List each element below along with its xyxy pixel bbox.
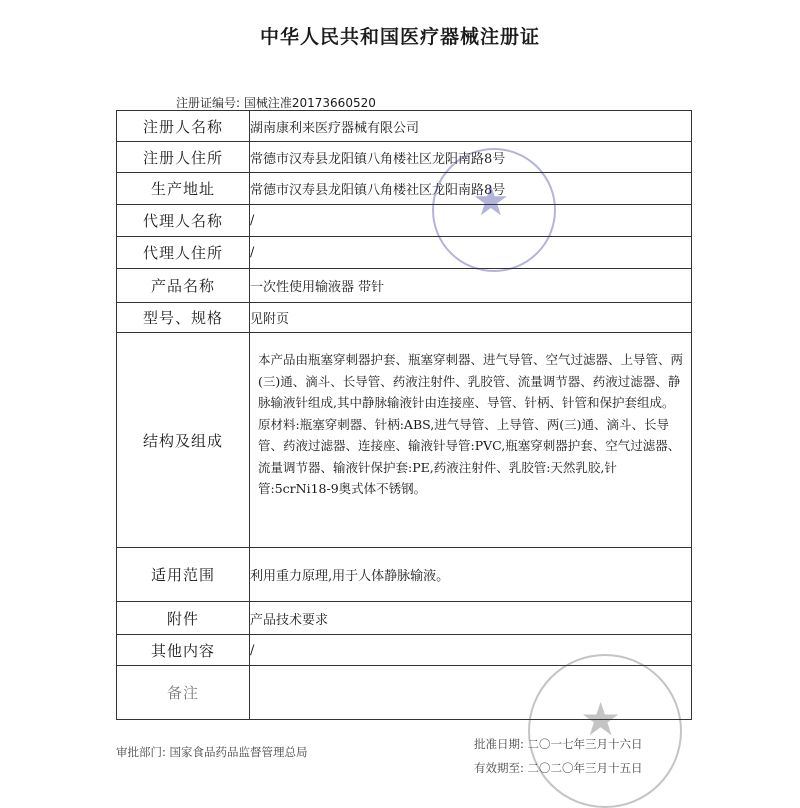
- table-row: [117, 142, 692, 173]
- table-row: [117, 333, 692, 548]
- row-label: 代理人住所: [117, 237, 250, 269]
- document-title: 中华人民共和国医疗器械注册证: [259, 26, 540, 48]
- valid-until-label: 有效期至:: [474, 761, 524, 775]
- row-value: [250, 666, 692, 720]
- row-label: 其他内容: [117, 635, 250, 666]
- approval-date: [474, 736, 643, 752]
- star-icon: ★: [472, 176, 510, 225]
- row-value: /: [250, 205, 692, 237]
- row-value: /: [250, 237, 692, 269]
- row-label: 注册人住所: [117, 142, 250, 173]
- row-value: 利用重力原理,用于人体静脉输液。: [250, 548, 692, 602]
- row-label: 备注: [117, 666, 250, 720]
- registration-label: 注册证编号:: [176, 96, 241, 110]
- registration-value: 国械注准20173660520: [243, 96, 376, 110]
- registration-number: [176, 94, 376, 111]
- table-row: [117, 237, 692, 269]
- approver-label: 审批部门:: [116, 745, 166, 759]
- table-row: [117, 548, 692, 602]
- approval-date-value: 二〇一七年三月十六日: [527, 737, 643, 751]
- row-label: 适用范围: [117, 548, 250, 602]
- valid-until: [474, 760, 643, 776]
- row-label: 附件: [117, 602, 250, 635]
- valid-until-value: 二〇二〇年三月十五日: [527, 761, 643, 775]
- row-value: 常德市汉寿县龙阳镇八角楼社区龙阳南路8号: [250, 142, 692, 173]
- star-icon: ★: [580, 692, 622, 746]
- row-value: 见附页: [250, 303, 692, 333]
- table-row: [117, 635, 692, 666]
- table-row: [117, 111, 692, 142]
- table-row: [117, 602, 692, 635]
- row-value: 常德市汉寿县龙阳镇八角楼社区龙阳南路8号: [250, 173, 692, 205]
- row-value: 产品技术要求: [250, 602, 692, 635]
- approval-date-label: 批准日期:: [474, 737, 524, 751]
- row-label: 生产地址: [117, 173, 250, 205]
- row-value-description: 本产品由瓶塞穿刺器护套、瓶塞穿刺器、进气导管、空气过滤器、上导管、两(三)通、滴斗、长导管、药液注射件、乳胶管、流量调节器、药液过滤器、静脉输液针组成,其中静脉输液针由连接座、导管、针柄、针管和保护套组成。原材料:瓶塞穿刺器、针柄:ABS,进气导管、上导管、两(三)通、滴斗、长导管、药液过滤器、连接座、输液针导管:PVC,瓶塞穿刺器护套、空气过滤器、流量调节器、输液针保护套:PE,药液注射件、乳胶管:天然乳胶,针管:5crNi18-9奥式体不锈钢。: [250, 333, 692, 548]
- table-row: [117, 173, 692, 205]
- approver-value: 国家食品药品监督管理总局: [169, 745, 308, 759]
- table-row: [117, 303, 692, 333]
- approver: [116, 744, 308, 760]
- row-label: 型号、规格: [117, 303, 250, 333]
- row-label: 结构及组成: [117, 333, 250, 548]
- row-value: 湖南康利来医疗器械有限公司: [250, 111, 692, 142]
- row-label: 产品名称: [117, 269, 250, 303]
- row-label: 注册人名称: [117, 111, 250, 142]
- row-value: /: [250, 635, 692, 666]
- table-row: [117, 269, 692, 303]
- row-value: 一次性使用输液器 带针: [250, 269, 692, 303]
- table-row: [117, 205, 692, 237]
- table-row: [117, 666, 692, 720]
- certificate-table: [116, 110, 692, 720]
- row-label: 代理人名称: [117, 205, 250, 237]
